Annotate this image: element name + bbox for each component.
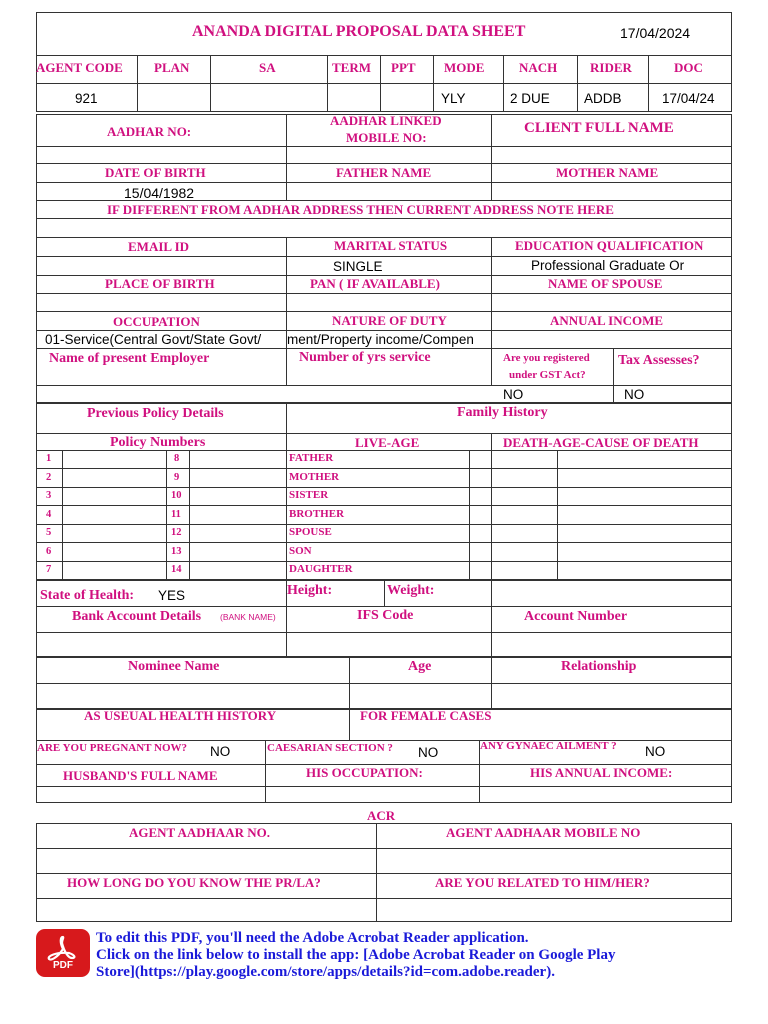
form-title: ANANDA DIGITAL PROPOSAL DATA SHEET [192, 23, 526, 40]
col-rider: RIDER [590, 60, 632, 75]
gynaec-value[interactable]: NO [645, 744, 666, 759]
account-number-label: Account Number [524, 609, 628, 624]
policy-num-11: 11 [171, 509, 181, 520]
bank-details-label: Bank Account Details [72, 609, 202, 624]
relation-brother: BROTHER [289, 508, 345, 520]
policy-num-9: 9 [174, 472, 180, 483]
state-of-health-value[interactable]: YES [158, 588, 186, 603]
state-of-health-label: State of Health: [40, 588, 135, 603]
pregnant-value[interactable]: NO [210, 744, 231, 759]
height-label: Height: [287, 583, 333, 598]
annual-income-label: ANNUAL INCOME [550, 313, 664, 328]
pdf-icon[interactable] [36, 929, 90, 977]
policy-num-12: 12 [171, 527, 182, 538]
col-sa: SA [259, 60, 276, 75]
policy-num-6: 6 [46, 546, 52, 557]
nach-value[interactable]: 2 DUE [510, 91, 550, 106]
policy-num-2: 2 [46, 472, 52, 483]
education-value[interactable]: Professional Graduate Or [531, 258, 685, 273]
related-label: ARE YOU RELATED TO HIM/HER? [435, 875, 650, 890]
relation-son: SON [289, 545, 312, 557]
how-long-label: HOW LONG DO YOU KNOW THE PR/LA? [67, 875, 321, 890]
col-doc: DOC [674, 60, 703, 75]
father-name-label: FATHER NAME [336, 165, 432, 180]
his-occupation-label: HIS OCCUPATION: [306, 765, 423, 780]
pregnant-label: ARE YOU PREGNANT NOW? [37, 742, 188, 754]
mode-value[interactable]: YLY [441, 91, 466, 106]
years-service-label: Number of yrs service [299, 350, 431, 365]
policy-num-3: 3 [46, 490, 52, 501]
policy-num-7: 7 [46, 564, 52, 575]
col-mode: MODE [444, 60, 485, 75]
relation-sister: SISTER [289, 489, 329, 501]
agent-code-value[interactable]: 921 [75, 91, 98, 106]
agent-aadhaar-label: AGENT AADHAAR NO. [129, 825, 270, 840]
gst-label-2: under GST Act? [509, 369, 586, 381]
nominee-relationship-label: Relationship [561, 659, 637, 674]
email-label: EMAIL ID [128, 239, 190, 254]
policy-numbers-label: Policy Numbers [110, 435, 206, 450]
mother-name-label: MOTHER NAME [556, 165, 659, 180]
nature-of-duty-value[interactable]: ment/Property income/Compen [287, 332, 474, 347]
gst-value[interactable]: NO [503, 387, 524, 402]
doc-value[interactable]: 17/04/24 [662, 91, 715, 106]
col-ppt: PPT [391, 60, 416, 75]
gynaec-label: ANY GYNAEC AILMENT ? [480, 740, 617, 752]
pan-label: PAN ( IF AVAILABLE) [310, 276, 440, 291]
caesarian-value[interactable]: NO [418, 745, 439, 760]
aadhar-mobile-label: MOBILE NO: [346, 130, 427, 145]
employer-label: Name of present Employer [49, 351, 210, 366]
pdf-notice-line2[interactable]: Click on the link below to install the app: [Adobe Acrobat Reader on Google Play [96, 947, 616, 963]
his-income-label: HIS ANNUAL INCOME: [530, 765, 673, 780]
aadhar-linked-label: AADHAR LINKED [330, 113, 442, 128]
live-age-label: LIVE-AGE [355, 435, 420, 450]
rider-value[interactable]: ADDB [584, 91, 622, 106]
tax-value[interactable]: NO [624, 387, 645, 402]
policy-num-8: 8 [174, 453, 180, 464]
weight-label: Weight: [387, 583, 435, 598]
caesarian-label: CAESARIAN SECTION ? [267, 742, 393, 754]
policy-num-1: 1 [46, 453, 52, 464]
marital-status-label: MARITAL STATUS [334, 238, 448, 253]
ifs-code-label: IFS Code [357, 608, 414, 623]
nominee-name-label: Nominee Name [128, 659, 220, 674]
client-full-name-label: CLIENT FULL NAME [524, 120, 674, 136]
marital-status-value[interactable]: SINGLE [333, 259, 383, 274]
policy-num-10: 10 [171, 490, 182, 501]
family-history-label: Family History [457, 405, 548, 420]
col-nach: NACH [519, 60, 558, 75]
spouse-name-label: NAME OF SPOUSE [548, 276, 663, 291]
nature-of-duty-label: NATURE OF DUTY [332, 313, 447, 328]
relation-spouse: SPOUSE [289, 526, 332, 538]
col-plan: PLAN [154, 60, 190, 75]
female-cases-label: FOR FEMALE CASES [360, 708, 492, 723]
pdf-notice-line3[interactable]: Store](https://play.google.com/store/apps/details?id=com.adobe.reader). [96, 964, 555, 980]
occupation-label: OCCUPATION [113, 314, 200, 329]
col-term: TERM [332, 60, 371, 75]
husband-name-label: HUSBAND'S FULL NAME [63, 768, 218, 783]
policy-num-14: 14 [171, 564, 182, 575]
pdf-notice-line1: To edit this PDF, you'll need the Adobe Acrobat Reader application. [96, 930, 529, 946]
relation-mother: MOTHER [289, 471, 340, 483]
nominee-age-label: Age [408, 659, 432, 674]
prev-policy-label: Previous Policy Details [87, 406, 224, 421]
occupation-value[interactable]: 01-Service(Central Govt/State Govt/ [45, 332, 262, 347]
policy-num-4: 4 [46, 509, 52, 520]
acr-title: ACR [367, 808, 396, 823]
col-agent-code: AGENT CODE [36, 60, 123, 75]
aadhar-no-label: AADHAR NO: [107, 124, 192, 139]
bank-name-hint: (BANK NAME) [220, 612, 276, 622]
policy-num-5: 5 [46, 527, 52, 538]
form-date: 17/04/2024 [620, 25, 691, 41]
relation-daughter: DAUGHTER [289, 563, 353, 575]
tax-assesses-label: Tax Assesses? [618, 353, 700, 368]
policy-num-13: 13 [171, 546, 182, 557]
address-note: IF DIFFERENT FROM AADHAR ADDRESS THEN CURRENT ADDRESS NOTE HERE [107, 202, 614, 217]
death-age-label: DEATH-AGE-CAUSE OF DEATH [503, 435, 699, 450]
dob-value[interactable]: 15/04/1982 [124, 185, 195, 201]
dob-label: DATE OF BIRTH [105, 165, 206, 180]
agent-mobile-label: AGENT AADHAAR MOBILE NO [446, 825, 641, 840]
relation-father: FATHER [289, 452, 334, 464]
pdf-icon-label: PDF [53, 960, 73, 971]
education-label: EDUCATION QUALIFICATION [515, 238, 704, 253]
history-box [36, 403, 732, 580]
place-of-birth-label: PLACE OF BIRTH [105, 276, 215, 291]
gst-label-1: Are you registered [503, 352, 590, 364]
usual-health-label: AS USEUAL HEALTH HISTORY [84, 708, 277, 723]
